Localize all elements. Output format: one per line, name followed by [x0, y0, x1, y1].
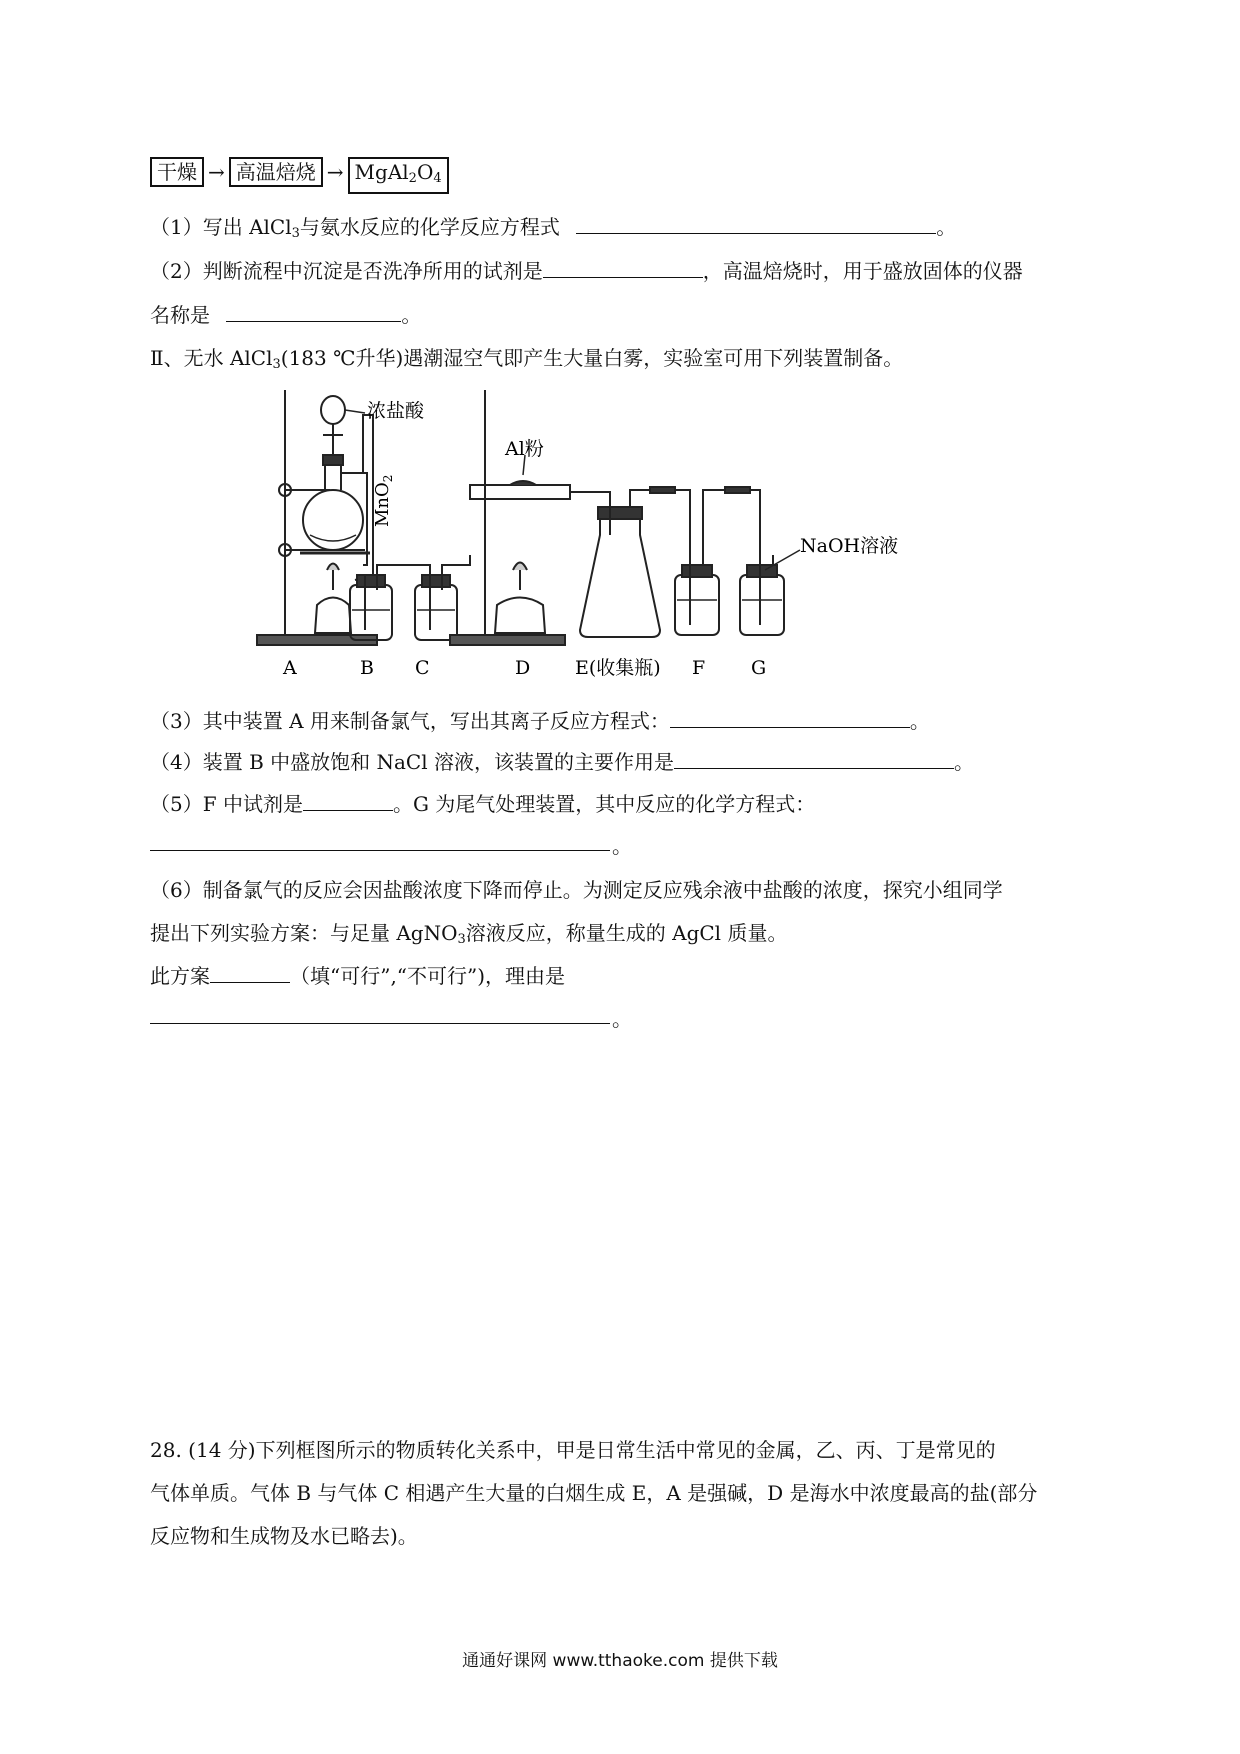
label-mno2: MnO$_2$: [372, 474, 395, 527]
label-e: E(收集瓶): [575, 657, 661, 679]
label-d: D: [515, 657, 531, 679]
label-al: Al粉: [505, 438, 544, 460]
label-c: C: [415, 657, 430, 679]
label-b: B: [360, 657, 374, 679]
label-g: G: [751, 657, 767, 679]
label-naoh: NaOH溶液: [800, 535, 899, 557]
answer-line[interactable]: [150, 1023, 610, 1024]
answer-blank[interactable]: [543, 257, 703, 278]
period: 。: [612, 834, 632, 858]
answer-blank[interactable]: [226, 301, 401, 322]
question-5: （5）F 中试剂是 。G 为尾气处理装置，其中反应的化学方程式：: [150, 792, 816, 816]
question-3: （3）其中装置 A 用来制备氯气，写出其离子反应方程式： 。: [150, 709, 930, 733]
flow-product: $MgAl_2O_4$: [348, 157, 449, 194]
question-28-line-2: 气体单质。气体 B 与气体 C 相遇产生大量的白烟生成 E，A 是强碱，D 是海水中浓度最高的盐(部分: [150, 1481, 1038, 1505]
arrow-icon: →: [326, 160, 344, 184]
question-6-line-2: 提出下列实验方案：与足量 AgNO$_3$溶液反应，称量生成的 AgCl 质量。: [150, 921, 788, 947]
question-2-line-1: （2）判断流程中沉淀是否洗净所用的试剂是 ，高温焙烧时，用于盛放固体的仪器: [150, 259, 1023, 283]
question-4: （4）装置 B 中盛放饱和 NaCl 溶液，该装置的主要作用是 。: [150, 750, 974, 774]
footer-credit: 通通好课网 www.tthaoke.com 提供下载: [462, 1651, 778, 1671]
section-2-intro: Ⅱ、无水 AlCl$_3$(183 ℃升华)遇潮湿空气即产生大量白雾，实验室可用下列装置制备。: [150, 346, 904, 372]
question-28-line-3: 反应物和生成物及水已略去)。: [150, 1524, 418, 1548]
label-hcl: 浓盐酸: [367, 400, 425, 422]
flow-chart: [150, 157, 449, 194]
answer-blank[interactable]: [670, 707, 910, 728]
flow-step-dry: 干燥: [150, 157, 204, 187]
answer-blank[interactable]: [576, 213, 936, 234]
question-1: （1）写出 AlCl$_3$与氨水反应的化学反应方程式 。: [150, 215, 957, 241]
answer-blank[interactable]: [210, 962, 290, 983]
period: 。: [612, 1007, 632, 1031]
question-6-line-1: （6）制备氯气的反应会因盐酸浓度下降而停止。为测定反应残余液中盐酸的浓度，探究小组同学: [150, 878, 1003, 902]
question-2-line-2: 名称是 。: [150, 303, 422, 327]
label-a: A: [283, 657, 297, 679]
question-6-line-3: 此方案 （填“可行”,“不可行”)，理由是: [150, 964, 566, 988]
answer-line[interactable]: [150, 850, 610, 851]
answer-blank[interactable]: [303, 790, 393, 811]
arrow-icon: →: [208, 160, 225, 184]
apparatus-diagram: [255, 385, 1015, 685]
flow-step-calcine: 高温焙烧: [229, 157, 323, 187]
question-28-line-1: 28. (14 分)下列框图所示的物质转化关系中，甲是日常生活中常见的金属，乙、丙、丁是常见的: [150, 1438, 996, 1462]
answer-blank[interactable]: [674, 748, 954, 769]
label-f: F: [692, 657, 706, 679]
